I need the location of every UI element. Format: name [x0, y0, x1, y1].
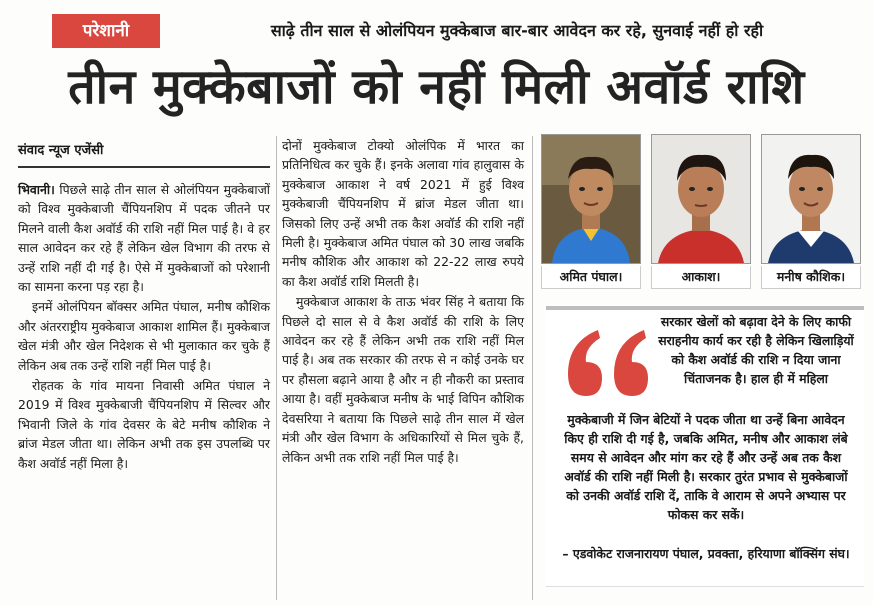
paragraph: दोनों मुक्केबाज टोक्यो ओलंपिक में भारत का प्रतिनिधित्व कर चुके हैं। इनके अलावा गांव हालुवास के मुक्केबाज आकाश ने वर्ष 2021 में हुई विश्व मुक्केबाजी चैंपियनशिप में ब्रांज मेडल जीता था। जिसको लिए उन्हें अभी तक कैश अवॉर्ड की राशि नहीं मिली है। मुक्केबाज अमित पंघाल को 30 लाख जबकि मनीष कौशिक और आकाश को 22-22 लाख रुपये का कैश अवॉर्ड राशि मिलती है।: [282, 138, 524, 289]
section-tag: परेशानी: [52, 14, 160, 48]
paragraph-text: पिछले साढ़े तीन साल से ओलंपियन मुक्केबाजों को विश्व मुक्केबाजी चैंपियनशिप में पदक जीतने पर मिलने वाली कैश अवॉर्ड की राशि नहीं मिल पाई है। वे हर साल आवेदन कर रहे हैं लेकिन खेल विभाग की तरफ से उन्हें राशि नहीं दी गई है। ऐसे में मुक्केबाजों को परेशानी का सामना करना पड़ रहा है।: [18, 182, 270, 295]
quote-text: मुक्केबाजी में जिन बेटियों ने पदक जीता था उन्हें बिना आवेदन किए ही राशि दी गई है, जबकि अमित, मनीष और आकाश लंबे समय से आवेदन और मांग कर रहे हैं और उन्हें अब तक कैश अवॉर्ड की राशि नहीं मिली है। सरकार तुरंत प्रभाव से मुक्केबाजों को उनकी अवॉर्ड राशि दें, ताकि वे आराम से अपने अभ्यास पर फोकस कर सकें।: [564, 412, 848, 522]
photo-caption: आकाश।: [651, 266, 751, 289]
column-divider: [532, 136, 533, 600]
dateline: भिवानी।: [18, 182, 55, 197]
paragraph: रोहतक के गांव मायना निवासी अमित पंघाल ने 2019 में विश्व मुक्केबाजी चैंपियनशिप में सिल्वर और भिवानी जिले के गांव देवसर के बेटे मनीष कौशिक ने ब्रांज मेडल जीता था। लेकिन अभी तक इस उपलब्धि पर कैश अवॉर्ड नहीं मिला है।: [18, 378, 270, 471]
paragraph: इनमें ओलंपियन बॉक्सर अमित पंघाल, मनीष कौशिक और अंतरराष्ट्रीय मुक्केबाज आकाश शामिल हैं। मुक्केबाज खेल मंत्री और खेल निदेशक से भी मुलाकात कर चुके हैं लेकिन अब तक उन्हें राशि नहीं मिल पाई है।: [18, 299, 270, 373]
kicker-headline: साढ़े तीन साल से ओलंपियन मुक्केबाज बार-बार आवेदन कर रहे, सुनवाई नहीं हो रही: [270, 21, 764, 40]
photo-caption: अमित पंघाल।: [541, 266, 641, 289]
quote-text-lead: सरकार खेलों को बढ़ावा देने के लिए काफी सराहनीय कार्य कर रही है लेकिन खिलाड़ियों को कैश अवॉर्ड की राशि न दिया जाना चिंताजनक है। हाल ही में महिला: [658, 314, 854, 386]
paragraph: [18, 180, 270, 296]
article-column-1: [18, 180, 270, 600]
main-headline: तीन मुक्केबाजों को नहीं मिली अवॉर्ड राशि: [68, 59, 805, 115]
paragraph: मुक्केबाज आकाश के ताऊ भंवर सिंह ने बताया कि पिछले दो साल से वे कैश अवॉर्ड की राशि के लिए आवेदन कर रहे हैं लेकिन अभी तक राशि नहीं मिल पाई है। अब तक सरकार की तरफ से न कोई उनके घर पर हौसला बढ़ाने आया है और न ही नौकरी का प्रस्ताव आया है। वहीं मुक्केबाज मनीष के भाई विपिन कौशिक देवसरिया ने बताया कि पिछले साढ़े तीन साल में खेल मंत्री और खेल विभाग के अधिकारियों से मिल चुके हैं, लेकिन अभी तक राशि नहीं मिल पाई है।: [282, 294, 524, 465]
article-column-2: [282, 136, 524, 600]
byline-rule: [18, 166, 270, 168]
byline: संवाद न्यूज एजेंसी: [18, 143, 104, 158]
column-divider: [276, 136, 277, 600]
photo-caption: मनीष कौशिक।: [761, 266, 861, 289]
photo-amit-panghal: [541, 134, 641, 264]
photo-manish-kaushik: [761, 134, 861, 264]
quote-mark-icon: [560, 312, 652, 408]
quote-signature: – एडवोकेट राजनारायण पंघाल, प्रवक्ता, हरियाणा बॉक्सिंग संघ।: [562, 546, 850, 561]
photo-akash: [651, 134, 751, 264]
